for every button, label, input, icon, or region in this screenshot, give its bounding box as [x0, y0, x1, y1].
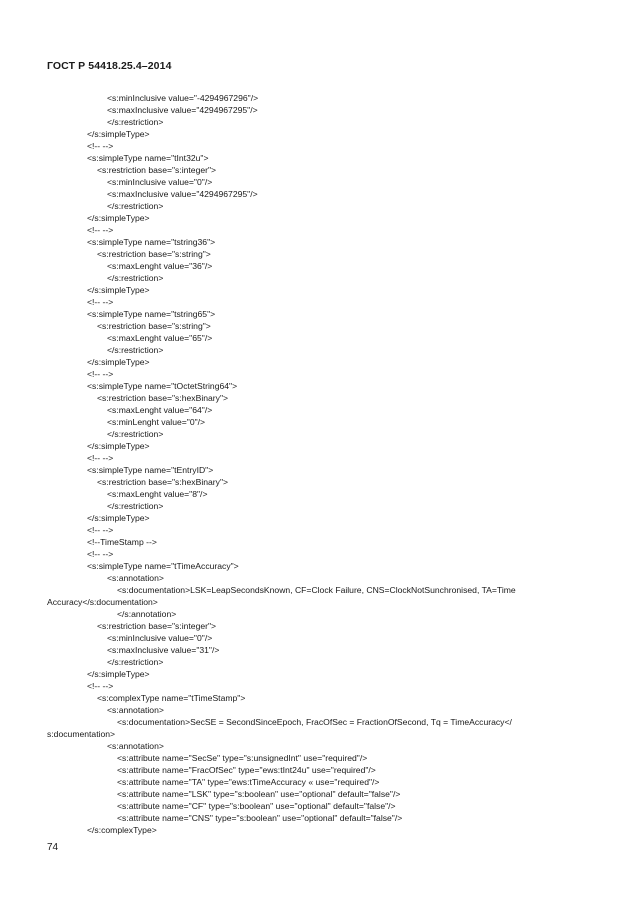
code-line: s:documentation> [47, 729, 116, 739]
code-line: <s:minInclusive value="0"/> [107, 633, 213, 643]
code-line: </s:annotation> [117, 609, 177, 619]
code-line: <s:maxLenght value="65"/> [107, 333, 213, 343]
code-line: <s:maxLenght value="36"/> [107, 261, 213, 271]
code-line: <!-- --> [87, 681, 114, 691]
code-line: <s:attribute name="SecSe" type="s:unsignedInt" use="required"/> [117, 753, 368, 763]
document-header: ГОСТ Р 54418.25.4–2014 [47, 60, 172, 72]
code-line: <s:minInclusive value="0"/> [107, 177, 213, 187]
code-line: <s:maxInclusive value="4294967295"/> [107, 189, 258, 199]
code-line: <s:restriction base="s:hexBinary"> [97, 477, 229, 487]
code-line: <s:simpleType name="tInt32u"> [87, 153, 209, 163]
code-line: <s:complexType name="tTimeStamp"> [97, 693, 246, 703]
code-line: <s:restriction base="s:string"> [97, 249, 211, 259]
code-line: <s:maxInclusive value="31"/> [107, 645, 220, 655]
code-line: <s:annotation> [107, 573, 164, 583]
code-line: <s:simpleType name="tstring36"> [87, 237, 216, 247]
code-line: </s:restriction> [107, 429, 164, 439]
code-line: </s:restriction> [107, 117, 164, 127]
code-line: <s:restriction base="s:integer"> [97, 165, 217, 175]
code-line: <!-- --> [87, 453, 114, 463]
code-line: <!-- --> [87, 141, 114, 151]
code-line: <s:attribute name="LSK" type="s:boolean" use="optional" default="false"/> [117, 789, 401, 799]
code-line: <s:restriction base="s:string"> [97, 321, 211, 331]
code-line: </s:restriction> [107, 273, 164, 283]
code-line: <!-- --> [87, 549, 114, 559]
code-line: <s:maxInclusive value="4294967295"/> [107, 105, 258, 115]
code-line: <s:maxLenght value="64"/> [107, 405, 213, 415]
code-line: </s:restriction> [107, 201, 164, 211]
code-line: <s:annotation> [107, 741, 164, 751]
code-line: <s:simpleType name="tstring65"> [87, 309, 216, 319]
code-line: <s:attribute name="CF" type="s:boolean" use="optional" default="false"/> [117, 801, 396, 811]
code-line: <!-- --> [87, 225, 114, 235]
code-line: </s:complexType> [87, 825, 157, 835]
code-line: <s:attribute name="CNS" type="s:boolean" use="optional" default="false"/> [117, 813, 403, 823]
code-line: <s:attribute name="FracOfSec" type="ews:tInt24u" use="required"/> [117, 765, 376, 775]
code-line: <s:annotation> [107, 705, 164, 715]
code-line: <!--TimeStamp --> [87, 537, 157, 547]
code-line: </s:simpleType> [87, 669, 150, 679]
code-line: <s:simpleType name="tOctetString64"> [87, 381, 238, 391]
code-line: <s:simpleType name="tEntryID"> [87, 465, 214, 475]
code-line: <!-- --> [87, 297, 114, 307]
code-line: </s:simpleType> [87, 357, 150, 367]
code-line: <s:documentation>SecSE = SecondSinceEpoch, FracOfSec = FractionOfSecond, Tq = TimeAccuracy</ [117, 717, 512, 727]
code-line: <s:minInclusive value="-4294967296"/> [107, 93, 259, 103]
code-line: </s:restriction> [107, 345, 164, 355]
code-line: <!-- --> [87, 525, 114, 535]
code-line: </s:simpleType> [87, 513, 150, 523]
code-line: <s:restriction base="s:integer"> [97, 621, 217, 631]
code-line: </s:simpleType> [87, 129, 150, 139]
code-line: </s:simpleType> [87, 213, 150, 223]
code-line: <!-- --> [87, 369, 114, 379]
code-line: </s:restriction> [107, 501, 164, 511]
code-line: <s:minLenght value="0"/> [107, 417, 206, 427]
code-line: <s:maxLenght value="8"/> [107, 489, 208, 499]
code-line: <s:attribute name="TA" type="ews:tTimeAccuracy « use="required"/> [117, 777, 380, 787]
code-line: </s:simpleType> [87, 285, 150, 295]
code-line: </s:simpleType> [87, 441, 150, 451]
code-line: Accuracy</s:documentation> [47, 597, 158, 607]
code-line: </s:restriction> [107, 657, 164, 667]
page-number: 74 [47, 842, 59, 853]
code-line: <s:documentation>LSK=LeapSecondsKnown, CF=Clock Failure, CNS=ClockNotSunchronised, TA=Time [117, 585, 516, 595]
code-line: <s:simpleType name="tTimeAccuracy"> [87, 561, 239, 571]
code-line: <s:restriction base="s:hexBinary"> [97, 393, 229, 403]
